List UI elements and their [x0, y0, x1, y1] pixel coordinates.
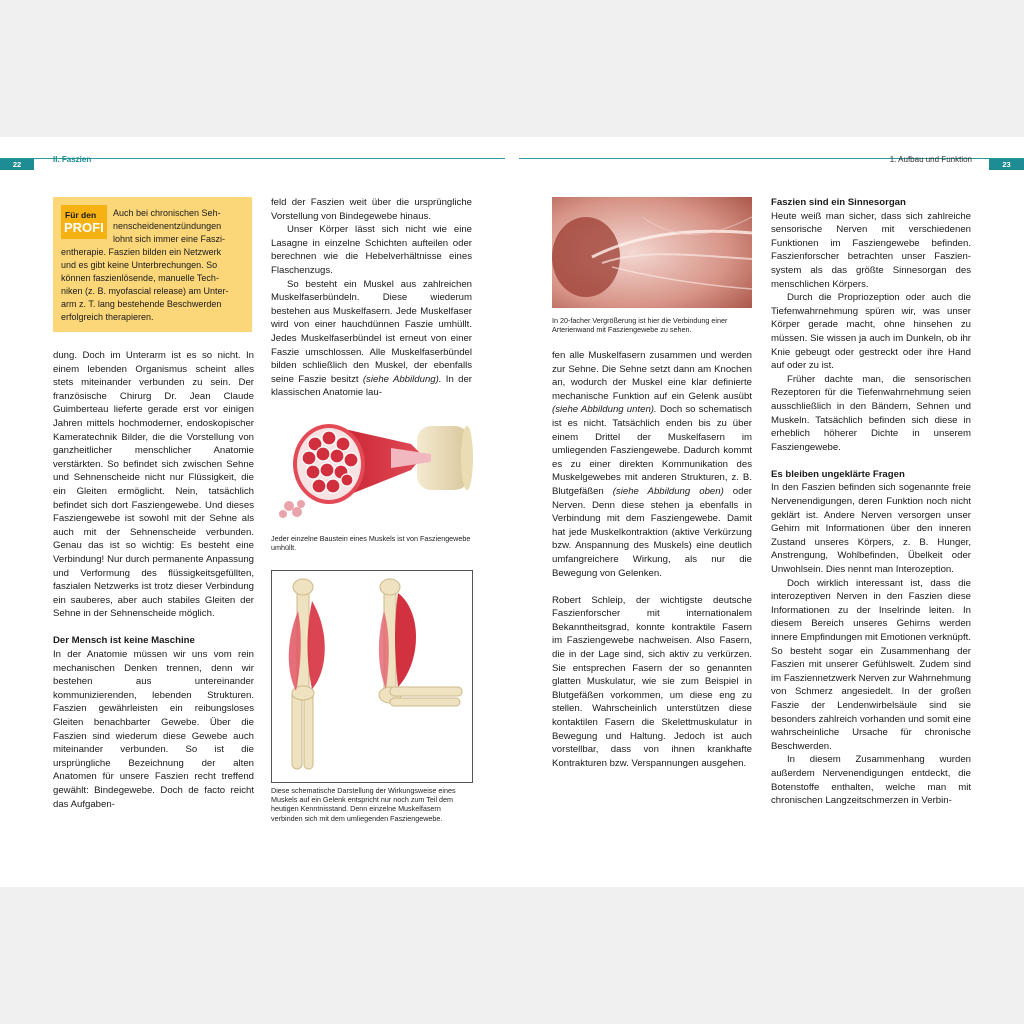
- text-run: In der klassischen Anatomie lau-: [271, 373, 472, 399]
- text-run: oder Nerven. Denn diese stehen ja ebenfalls in Verbindung mit dem Fasziengewebe. Damit hat jede Muskelkontraktion (aktive Verkürzung bzw. Anspannung des Muskels) eine deutlich umfangreichere Wirkung, als nur die Bewegung von Gelenken.: [552, 485, 752, 579]
- paragraph: Robert Schleip, der wichtigste deutsche Faszienforscher mit internationalem Bekanntheitsgrad, konnte kontraktile Fasern im Fasziengewebe nachweisen. Also Fasern, die in der Lage sind, sich aktiv zu verkürzen. Sie entsprechen Fasern der so genannten glatten Muskulatur, wie sie zum Beispiel in Blutgefäßen vorkommen, um diese eng zu stellen. Wahrscheinlich unterstützen diese kontaktilen Fasern die Skelettmuskulatur in Bewegung und Haltung. Jedoch ist auch vorstellbar, dass von ihnen krankhafte Kontrakturen bzw. Verspannungen ausgehen.: [552, 594, 752, 769]
- paragraph: Heute weiß man sicher, dass sich zahlreiche sensorische Nerven mit verschiedenen Funktionen im Fasziengewebe befinden. Faszienforscher betrachten unser Faszien-system als das größte Sinnesorgan des menschlichen Körpers.: [771, 210, 971, 290]
- subheading: Faszien sind ein Sinnesorgan: [771, 197, 906, 208]
- profi-line: und es gibt keine Unterbrechungen. So: [61, 260, 218, 270]
- profi-tip-box: [53, 197, 252, 332]
- section-title: 1. Aufbau und Funktion: [889, 155, 972, 164]
- text-run: fen alle Muskelfasern zusammen und werden zur Sehne. Die Sehne setzt dann am Knochen an, wodurch der Muskel eine klar definierte mechanische Funktion auf ein Gelenk ausübt: [552, 350, 752, 402]
- figure-reference: (siehe Abbildung unten).: [552, 404, 657, 416]
- profi-line: lohnt sich immer eine Faszi-: [113, 234, 226, 244]
- paragraph: In den Faszien befinden sich sogenannte freie Nervenendigungen, deren Funktion noch nicht geklärt ist. Andere Nerven versorgen unser Gehirn mit Informationen über den inneren Zustand unseres Körpers, z. B. Hunger, Anstrengung, Wohlbefinden, Übelkeit oder Unwohlsein. Dies nennt man Interozeption.: [771, 482, 971, 576]
- paragraph: dung. Doch im Unterarm ist es so nicht. In einem lebenden Organismus scheint alles stets miteinander verbunden zu sein. Der französische Chirurg Dr. Jean Claude Guimberteau lieferte gerade erst vor einigen Jahren mittels hochmoderner, endoskopischer Kameratechnik Bilder, die die Vorstellung von ganzheitlicher menschlicher Anatomie verstärkten. So befindet sich zwischen Sehne und Sehnenscheide nicht nur Flüssigkeit, die ein Gleiten ermöglicht. Nein, tatsächlich befindet sich dort Fasziengewebe. Und dieses Fasziengewebe ist sowohl mit der Sehne als auch mit der Sehnenscheide verbunden. Genau das ist so wichtig: Es besteht eine Verbindung! Nur durch permanente Anpassung und Verformung des flüssigkeitsgefüllten, faszialen Netzwerks ist trotz dieser Verbindung ein sauberes, aber auch stabiles Gleiten der Sehne in der Sehnenscheide möglich.: [53, 350, 254, 620]
- paragraph: [271, 278, 472, 400]
- muscle-figure-caption: Jeder einzelne Baustein eines Muskels ist von Fasziengewebe umhüllt.: [271, 534, 471, 553]
- text-run: So besteht ein Muskel aus zahlreichen Muskelfaserbündeln. Diese wiederum bestehen aus Muskelfasern. Jede Muskelfaser wird von einer hauchdünnen Faszie umhüllt. Jedes Muskelfaserbündel ist erneut von einer Faszie umschlossen. Alle Muskelfaserbündel bilden schließlich den Muskel, der ebenfalls seine Faszie besitzt: [271, 278, 472, 385]
- text-run: Doch so schematisch ist es nicht. Tatsächlich enden bis zu über einem Drittel der Muskelfasern im umliegenden Fasziengewebe. Dadurch kommt es zu einer direkten Kommunikation des Muskelgewebes mit anderen Strukturen, z. B. Blutgefäßen: [552, 404, 752, 497]
- arm-figure-caption: Diese schematische Darstellung der Wirkungsweise eines Muskels auf ein Gelenk entspricht nur noch zum Teil dem heutigen Kenntnisstand. Denn einzelne Muskelfasern verbinden sich mit dem umliegenden Fasziengewebe.: [271, 786, 456, 823]
- subheading: Es bleiben ungeklärte Fragen: [771, 468, 905, 480]
- text-column-2: [271, 196, 472, 400]
- muscle-bundle-illustration: [271, 414, 473, 524]
- paragraph: In der Anatomie müssen wir uns vom rein mechanischen Denken trennen, denn wir bestehen aus untereinander kommunizierenden, lebenden Strukturen. Faszien gewährleisten ein reibungsloses Gleiten benachbarter Gewebe. Über die Faszien sind wiederum diese Gewebe auch miteinander verbunden. So ist die ursprüngliche Bezeichnung der alten Anatomen für unsere Faszien recht treffend gewählt: Bindegewebe. Doch de facto reicht das Aufgaben-: [53, 649, 254, 810]
- text-column-1: [53, 349, 254, 811]
- profi-line: arm z. T. lang bestehende Beschwerden: [61, 299, 222, 309]
- paragraph: In diesem Zusammenhang wurden außerdem Nervenendigungen entdeckt, die Botenstoffe enthalten, welche man mit chronischen Langzeitschmerzen in Verbin-: [771, 754, 971, 807]
- paragraph: Früher dachte man, die sensorischen Rezeptoren für die Tiefenwahrnehmung seien ausschließlich in den Bändern, Sehnen und Muskeln. Tatsächlich befinden sich diese in erheblich höherer Dichte in unserem Fasziengewebe.: [771, 373, 971, 453]
- profi-line: nenscheidenentzündungen: [113, 221, 222, 231]
- chapter-title: II. Faszien: [53, 155, 92, 164]
- paragraph: Unser Körper lässt sich nicht wie eine Lasagne in einzelne Schichten aufteilen oder berechnen wie die Hebelverhältnisse eines Flaschenzugs.: [271, 224, 472, 276]
- profi-label-big: PROFI: [64, 220, 104, 235]
- arm-flexion-illustration: [272, 571, 472, 782]
- profi-text: [61, 207, 246, 324]
- subheading: Der Mensch ist keine Maschine: [53, 635, 195, 647]
- profi-line: entherapie. Faszien bilden ein Netzwerk: [61, 247, 222, 257]
- paragraph: Durch die Propriozeption oder auch die Tiefenwahrnehmung spüren wir, was unser Körper gerade macht, ohne hinsehen zu müssen. Sie wissen ja auch im Dunkeln, ob ihr Knie gebeugt oder gestreckt oder ihre Hand auf oder zu ist.: [771, 292, 971, 372]
- text-column-4: [771, 196, 971, 808]
- profi-label-small: Für den: [65, 210, 97, 220]
- micrograph-caption: In 20-facher Vergrößerung ist hier die Verbindung einer Arterienwand mit Fasziengewebe zu sehen.: [552, 316, 728, 335]
- profi-line: Auch bei chronischen Seh-: [113, 208, 221, 218]
- profi-line: erfolgreich therapieren.: [61, 312, 154, 322]
- page-number-left: 22: [0, 159, 34, 170]
- figure-reference: (siehe Abbildung).: [362, 373, 442, 385]
- paragraph: [552, 349, 752, 580]
- profi-line: können faszienlösende, manuelle Tech-: [61, 273, 219, 283]
- profi-line: niken (z. B. myofascial release) am Unter-: [61, 286, 229, 296]
- arterial-wall-micrograph: [552, 197, 752, 308]
- figure-reference: (siehe Abbildung oben): [612, 485, 724, 497]
- page-number-right: 23: [989, 159, 1024, 170]
- paragraph: feld der Faszien weit über die ursprüngliche Vorstellung von Bindegewebe hinaus.: [271, 197, 472, 222]
- text-column-3: [552, 349, 752, 770]
- paragraph: Doch wirklich interessant ist, dass die interozeptiven Nerven in den Faszien diese Informationen zu der Inselrinde leiten. In diesem Bereich unseres Gehirns werden innere Empfindungen mit Emotionen verknüpft. So besteht sogar ein Zusammenhang der Faszien mit unserer Gefühlswelt. Zudem sind im Fasziennetzwerk Nerven zur Wahrnehmung von Schmerz angesiedelt. In der großen Faszie der Lendenwirbelsäule sind sie besonders zahlreich vorhanden und somit eine wahrscheinliche Ursache für chronische Beschwerden.: [771, 577, 971, 752]
- arm-flexion-figure: [271, 570, 473, 783]
